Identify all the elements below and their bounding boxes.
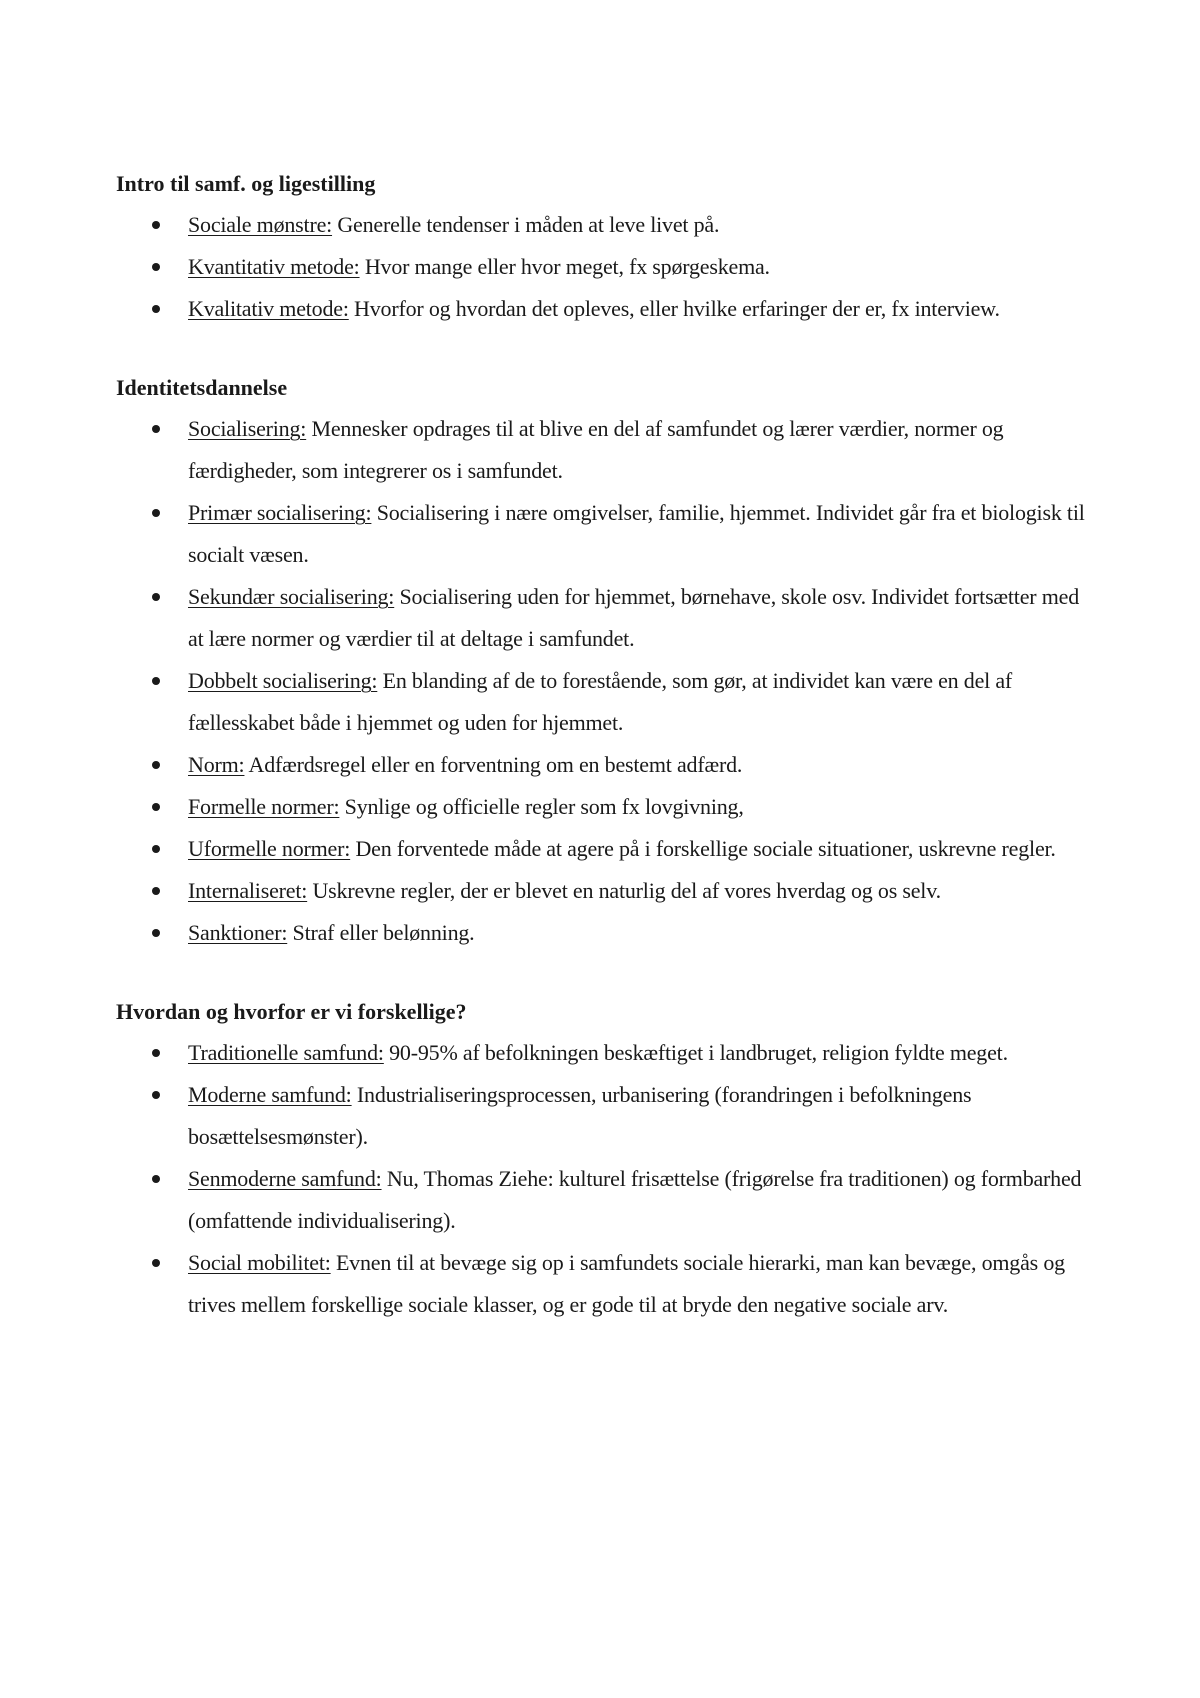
definition: Evnen til at bevæge sig op i samfundets sociale hierarki, man kan bevæge, omgås og trives mellem forskellige sociale klasser, og er gode til at bryde den negative sociale arv.: [188, 1250, 1065, 1317]
bullet-icon: [152, 1259, 160, 1267]
list-item: [116, 870, 1096, 912]
list-item: [116, 1074, 1096, 1158]
term: Socialisering:: [188, 416, 307, 441]
bullet-icon: [152, 845, 160, 853]
definition: Nu, Thomas Ziehe: kulturel frisættelse (frigørelse fra traditionen) og formbarhed (omfattende individualisering).: [188, 1166, 1082, 1233]
list-item: [116, 492, 1096, 576]
definition: Synlige og officielle regler som fx lovgivning,: [339, 794, 744, 819]
list-item: [116, 576, 1096, 660]
term: Kvantitativ metode:: [188, 254, 360, 279]
bullet-icon: [152, 1175, 160, 1183]
definition: Adfærdsregel eller en forventning om en bestemt adfærd.: [244, 752, 743, 777]
bullet-icon: [152, 1091, 160, 1099]
list-item: [116, 828, 1096, 870]
bullet-list: [116, 408, 1096, 954]
term: Formelle normer:: [188, 794, 340, 819]
section-title: Hvordan og hvorfor er vi forskellige?: [116, 999, 467, 1024]
list-item: [116, 246, 1096, 288]
list-item: [116, 1158, 1096, 1242]
term: Norm:: [188, 752, 245, 777]
term: Primær socialisering:: [188, 500, 372, 525]
bullet-icon: [152, 593, 160, 601]
bullet-icon: [152, 305, 160, 313]
definition: En blanding af de to forestående, som gør, at individet kan være en del af fællesskabet både i hjemmet og uden for hjemmet.: [188, 668, 1013, 735]
section-intro: [116, 168, 1096, 330]
list-item: [116, 1032, 1096, 1074]
list-item: [116, 660, 1096, 744]
term: Uformelle normer:: [188, 836, 351, 861]
definition: Socialisering uden for hjemmet, børnehave, skole osv. Individet fortsætter med at lære normer og værdier til at deltage i samfundet.: [188, 584, 1079, 651]
bullet-list: [116, 1032, 1096, 1326]
bullet-icon: [152, 1049, 160, 1057]
list-item: [116, 288, 1096, 330]
term: Moderne samfund:: [188, 1082, 352, 1107]
bullet-list: [116, 204, 1096, 330]
term: Traditionelle samfund:: [188, 1040, 384, 1065]
definition: 90-95% af befolkningen beskæftiget i landbruget, religion fyldte meget.: [383, 1040, 1008, 1065]
list-item: [116, 408, 1096, 492]
bullet-icon: [152, 263, 160, 271]
section-identitetsdannelse: [116, 372, 1096, 954]
bullet-icon: [152, 509, 160, 517]
bullet-icon: [152, 677, 160, 685]
document-body: [116, 168, 1096, 1368]
definition: Straf eller belønning.: [287, 920, 475, 945]
bullet-icon: [152, 221, 160, 229]
bullet-icon: [152, 803, 160, 811]
term: Kvalitativ metode:: [188, 296, 349, 321]
definition: Socialisering i nære omgivelser, familie, hjemmet. Individet går fra et biologisk til socialt væsen.: [188, 500, 1085, 567]
definition: Generelle tendenser i måden at leve livet på.: [332, 212, 720, 237]
bullet-icon: [152, 425, 160, 433]
term: Sociale mønstre:: [188, 212, 333, 237]
section-forskellige: [116, 996, 1096, 1326]
term: Sanktioner:: [188, 920, 288, 945]
definition: Industrialiseringsprocessen, urbanisering (forandringen i befolkningens bosættelsesmønster).: [188, 1082, 972, 1149]
bullet-icon: [152, 929, 160, 937]
definition: Den forventede måde at agere på i forskellige sociale situationer, uskrevne regler.: [350, 836, 1056, 861]
definition: Uskrevne regler, der er blevet en naturlig del af vores hverdag og os selv.: [307, 878, 941, 903]
list-item: [116, 1242, 1096, 1326]
term: Senmoderne samfund:: [188, 1166, 382, 1191]
term: Social mobilitet:: [188, 1250, 331, 1275]
list-item: [116, 744, 1096, 786]
list-item: [116, 912, 1096, 954]
definition: Hvor mange eller hvor meget, fx spørgeskema.: [359, 254, 770, 279]
term: Internaliseret:: [188, 878, 308, 903]
bullet-icon: [152, 761, 160, 769]
term: Dobbelt socialisering:: [188, 668, 378, 693]
section-title: Intro til samf. og ligestilling: [116, 171, 376, 196]
term: Sekundær socialisering:: [188, 584, 395, 609]
list-item: [116, 204, 1096, 246]
bullet-icon: [152, 887, 160, 895]
list-item: [116, 786, 1096, 828]
definition: Mennesker opdrages til at blive en del af samfundet og lærer værdier, normer og færdigheder, som integrerer os i samfundet.: [188, 416, 1004, 483]
definition: Hvorfor og hvordan det opleves, eller hvilke erfaringer der er, fx interview.: [348, 296, 1000, 321]
section-title: Identitetsdannelse: [116, 375, 288, 400]
